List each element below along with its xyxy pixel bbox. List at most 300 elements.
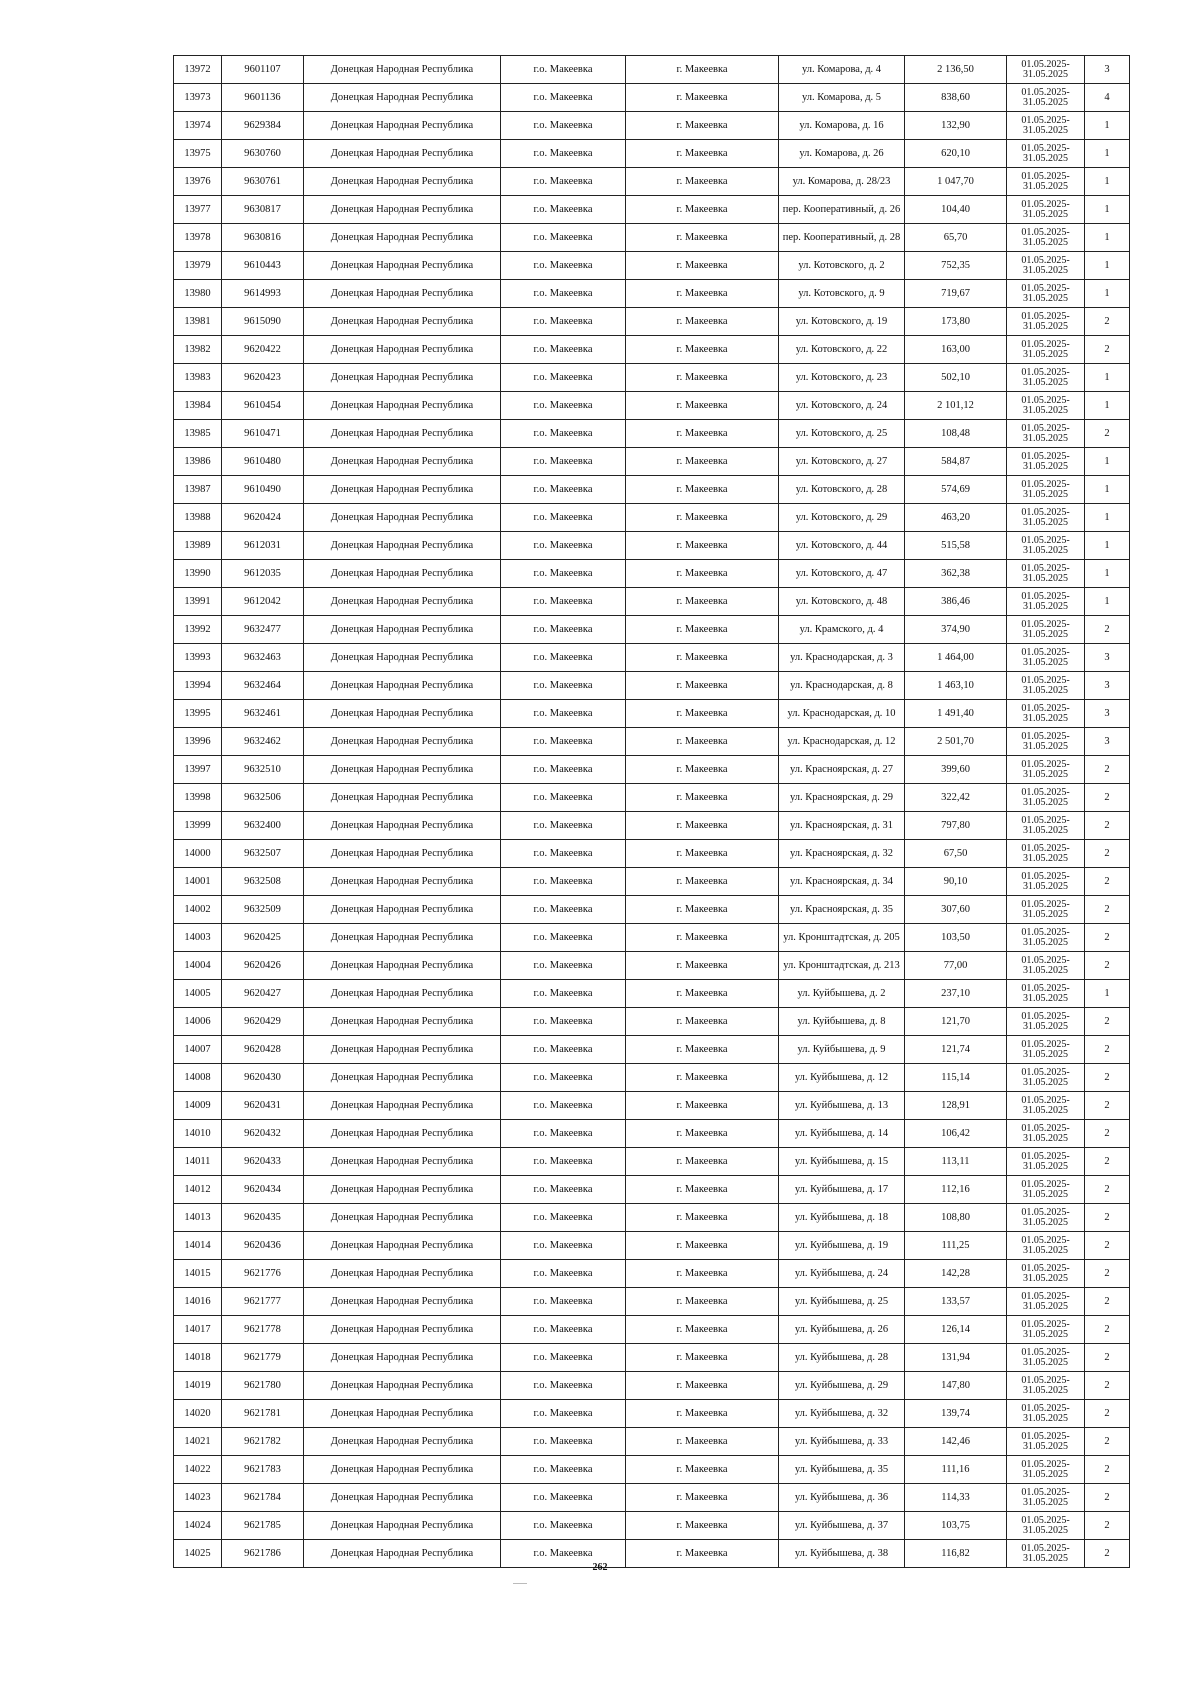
region-cell: Донецкая Народная Республика bbox=[304, 952, 501, 980]
account-id-cell: 9620435 bbox=[222, 1204, 304, 1232]
table-row bbox=[174, 1316, 1130, 1344]
city-cell: г. Макеевка bbox=[626, 1092, 779, 1120]
page-number: 262 bbox=[592, 1562, 608, 1573]
area-cell: 584,87 bbox=[905, 448, 1007, 476]
city-cell: г. Макеевка bbox=[626, 644, 779, 672]
account-id-cell: 9620428 bbox=[222, 1036, 304, 1064]
area-cell: 515,58 bbox=[905, 532, 1007, 560]
region-cell: Донецкая Народная Республика bbox=[304, 1260, 501, 1288]
table-row bbox=[174, 224, 1130, 252]
region-cell: Донецкая Народная Республика bbox=[304, 1400, 501, 1428]
account-id-cell: 9601107 bbox=[222, 56, 304, 84]
region-cell: Донецкая Народная Республика bbox=[304, 252, 501, 280]
city-cell: г. Макеевка bbox=[626, 336, 779, 364]
area-cell: 752,35 bbox=[905, 252, 1007, 280]
table-row bbox=[174, 308, 1130, 336]
account-id-cell: 9620436 bbox=[222, 1232, 304, 1260]
region-cell: Донецкая Народная Республика bbox=[304, 168, 501, 196]
area-cell: 838,60 bbox=[905, 84, 1007, 112]
period-cell: 01.05.2025-31.05.2025 bbox=[1007, 924, 1085, 952]
address-cell: ул. Куйбышева, д. 24 bbox=[779, 1260, 905, 1288]
area-cell: 237,10 bbox=[905, 980, 1007, 1008]
area-cell: 1 464,00 bbox=[905, 644, 1007, 672]
city-cell: г. Макеевка bbox=[626, 616, 779, 644]
count-cell: 4 bbox=[1085, 84, 1130, 112]
area-cell: 108,48 bbox=[905, 420, 1007, 448]
address-cell: ул. Куйбышева, д. 14 bbox=[779, 1120, 905, 1148]
count-cell: 1 bbox=[1085, 448, 1130, 476]
address-cell: ул. Красноярская, д. 35 bbox=[779, 896, 905, 924]
city-cell: г. Макеевка bbox=[626, 840, 779, 868]
city-cell: г. Макеевка bbox=[626, 924, 779, 952]
municipality-cell: г.о. Макеевка bbox=[501, 700, 626, 728]
address-cell: ул. Куйбышева, д. 37 bbox=[779, 1512, 905, 1540]
municipality-cell: г.о. Макеевка bbox=[501, 1428, 626, 1456]
city-cell: г. Макеевка bbox=[626, 1372, 779, 1400]
region-cell: Донецкая Народная Республика bbox=[304, 840, 501, 868]
account-id-cell: 9629384 bbox=[222, 112, 304, 140]
period-cell: 01.05.2025-31.05.2025 bbox=[1007, 1120, 1085, 1148]
row-number-cell: 14016 bbox=[174, 1288, 222, 1316]
count-cell: 1 bbox=[1085, 392, 1130, 420]
address-cell: ул. Куйбышева, д. 17 bbox=[779, 1176, 905, 1204]
city-cell: г. Макеевка bbox=[626, 560, 779, 588]
region-cell: Донецкая Народная Республика bbox=[304, 728, 501, 756]
city-cell: г. Макеевка bbox=[626, 392, 779, 420]
address-cell: ул. Котовского, д. 29 bbox=[779, 504, 905, 532]
account-id-cell: 9632477 bbox=[222, 616, 304, 644]
account-id-cell: 9612035 bbox=[222, 560, 304, 588]
row-number-cell: 13999 bbox=[174, 812, 222, 840]
municipality-cell: г.о. Макеевка bbox=[501, 224, 626, 252]
municipality-cell: г.о. Макеевка bbox=[501, 476, 626, 504]
municipality-cell: г.о. Макеевка bbox=[501, 616, 626, 644]
account-id-cell: 9632509 bbox=[222, 896, 304, 924]
period-cell: 01.05.2025-31.05.2025 bbox=[1007, 1204, 1085, 1232]
table-row bbox=[174, 1344, 1130, 1372]
municipality-cell: г.о. Макеевка bbox=[501, 308, 626, 336]
area-cell: 173,80 bbox=[905, 308, 1007, 336]
area-cell: 374,90 bbox=[905, 616, 1007, 644]
count-cell: 3 bbox=[1085, 700, 1130, 728]
address-cell: ул. Куйбышева, д. 13 bbox=[779, 1092, 905, 1120]
area-cell: 307,60 bbox=[905, 896, 1007, 924]
city-cell: г. Макеевка bbox=[626, 532, 779, 560]
municipality-cell: г.о. Макеевка bbox=[501, 756, 626, 784]
account-id-cell: 9620430 bbox=[222, 1064, 304, 1092]
region-cell: Донецкая Народная Республика bbox=[304, 336, 501, 364]
address-cell: ул. Красноярская, д. 29 bbox=[779, 784, 905, 812]
account-id-cell: 9630761 bbox=[222, 168, 304, 196]
table-row bbox=[174, 280, 1130, 308]
municipality-cell: г.о. Макеевка bbox=[501, 56, 626, 84]
registry-table bbox=[173, 55, 1130, 1568]
account-id-cell: 9612042 bbox=[222, 588, 304, 616]
row-number-cell: 13979 bbox=[174, 252, 222, 280]
region-cell: Донецкая Народная Республика bbox=[304, 812, 501, 840]
period-cell: 01.05.2025-31.05.2025 bbox=[1007, 1512, 1085, 1540]
period-cell: 01.05.2025-31.05.2025 bbox=[1007, 196, 1085, 224]
period-cell: 01.05.2025-31.05.2025 bbox=[1007, 952, 1085, 980]
region-cell: Донецкая Народная Республика bbox=[304, 364, 501, 392]
table-row bbox=[174, 1120, 1130, 1148]
count-cell: 2 bbox=[1085, 1372, 1130, 1400]
area-cell: 399,60 bbox=[905, 756, 1007, 784]
municipality-cell: г.о. Макеевка bbox=[501, 868, 626, 896]
municipality-cell: г.о. Макеевка bbox=[501, 644, 626, 672]
area-cell: 574,69 bbox=[905, 476, 1007, 504]
period-cell: 01.05.2025-31.05.2025 bbox=[1007, 1260, 1085, 1288]
area-cell: 142,28 bbox=[905, 1260, 1007, 1288]
region-cell: Донецкая Народная Республика bbox=[304, 504, 501, 532]
account-id-cell: 9612031 bbox=[222, 532, 304, 560]
period-cell: 01.05.2025-31.05.2025 bbox=[1007, 896, 1085, 924]
region-cell: Донецкая Народная Республика bbox=[304, 532, 501, 560]
period-cell: 01.05.2025-31.05.2025 bbox=[1007, 1400, 1085, 1428]
period-cell: 01.05.2025-31.05.2025 bbox=[1007, 616, 1085, 644]
address-cell: ул. Куйбышева, д. 29 bbox=[779, 1372, 905, 1400]
area-cell: 142,46 bbox=[905, 1428, 1007, 1456]
row-number-cell: 14021 bbox=[174, 1428, 222, 1456]
city-cell: г. Макеевка bbox=[626, 168, 779, 196]
municipality-cell: г.о. Макеевка bbox=[501, 84, 626, 112]
region-cell: Донецкая Народная Республика bbox=[304, 56, 501, 84]
municipality-cell: г.о. Макеевка bbox=[501, 1008, 626, 1036]
account-id-cell: 9620427 bbox=[222, 980, 304, 1008]
row-number-cell: 13998 bbox=[174, 784, 222, 812]
count-cell: 2 bbox=[1085, 1540, 1130, 1568]
city-cell: г. Макеевка bbox=[626, 868, 779, 896]
address-cell: ул. Куйбышева, д. 2 bbox=[779, 980, 905, 1008]
municipality-cell: г.о. Макеевка bbox=[501, 812, 626, 840]
city-cell: г. Макеевка bbox=[626, 1008, 779, 1036]
count-cell: 1 bbox=[1085, 532, 1130, 560]
row-number-cell: 14015 bbox=[174, 1260, 222, 1288]
municipality-cell: г.о. Макеевка bbox=[501, 1232, 626, 1260]
table-row bbox=[174, 364, 1130, 392]
account-id-cell: 9614993 bbox=[222, 280, 304, 308]
city-cell: г. Макеевка bbox=[626, 140, 779, 168]
account-id-cell: 9632508 bbox=[222, 868, 304, 896]
account-id-cell: 9632461 bbox=[222, 700, 304, 728]
count-cell: 2 bbox=[1085, 1484, 1130, 1512]
count-cell: 2 bbox=[1085, 868, 1130, 896]
city-cell: г. Макеевка bbox=[626, 112, 779, 140]
period-cell: 01.05.2025-31.05.2025 bbox=[1007, 1232, 1085, 1260]
count-cell: 2 bbox=[1085, 756, 1130, 784]
table-row bbox=[174, 448, 1130, 476]
address-cell: ул. Котовского, д. 24 bbox=[779, 392, 905, 420]
city-cell: г. Макеевка bbox=[626, 84, 779, 112]
table-row bbox=[174, 1428, 1130, 1456]
city-cell: г. Макеевка bbox=[626, 420, 779, 448]
table-row bbox=[174, 392, 1130, 420]
area-cell: 322,42 bbox=[905, 784, 1007, 812]
municipality-cell: г.о. Макеевка bbox=[501, 196, 626, 224]
count-cell: 1 bbox=[1085, 112, 1130, 140]
count-cell: 2 bbox=[1085, 1288, 1130, 1316]
period-cell: 01.05.2025-31.05.2025 bbox=[1007, 1316, 1085, 1344]
region-cell: Донецкая Народная Республика bbox=[304, 1120, 501, 1148]
account-id-cell: 9610490 bbox=[222, 476, 304, 504]
region-cell: Донецкая Народная Республика bbox=[304, 448, 501, 476]
area-cell: 2 501,70 bbox=[905, 728, 1007, 756]
address-cell: ул. Кронштадтская, д. 205 bbox=[779, 924, 905, 952]
city-cell: г. Макеевка bbox=[626, 1120, 779, 1148]
count-cell: 2 bbox=[1085, 1064, 1130, 1092]
account-id-cell: 9620425 bbox=[222, 924, 304, 952]
city-cell: г. Макеевка bbox=[626, 308, 779, 336]
account-id-cell: 9620431 bbox=[222, 1092, 304, 1120]
municipality-cell: г.о. Макеевка bbox=[501, 392, 626, 420]
period-cell: 01.05.2025-31.05.2025 bbox=[1007, 1036, 1085, 1064]
row-number-cell: 13980 bbox=[174, 280, 222, 308]
count-cell: 3 bbox=[1085, 672, 1130, 700]
row-number-cell: 13981 bbox=[174, 308, 222, 336]
account-id-cell: 9621782 bbox=[222, 1428, 304, 1456]
count-cell: 3 bbox=[1085, 728, 1130, 756]
period-cell: 01.05.2025-31.05.2025 bbox=[1007, 1372, 1085, 1400]
row-number-cell: 14003 bbox=[174, 924, 222, 952]
account-id-cell: 9601136 bbox=[222, 84, 304, 112]
municipality-cell: г.о. Макеевка bbox=[501, 1120, 626, 1148]
address-cell: ул. Красноярская, д. 32 bbox=[779, 840, 905, 868]
row-number-cell: 13972 bbox=[174, 56, 222, 84]
address-cell: ул. Котовского, д. 44 bbox=[779, 532, 905, 560]
municipality-cell: г.о. Макеевка bbox=[501, 1092, 626, 1120]
table-row bbox=[174, 896, 1130, 924]
row-number-cell: 14000 bbox=[174, 840, 222, 868]
account-id-cell: 9620433 bbox=[222, 1148, 304, 1176]
municipality-cell: г.о. Макеевка bbox=[501, 140, 626, 168]
count-cell: 1 bbox=[1085, 196, 1130, 224]
city-cell: г. Макеевка bbox=[626, 1148, 779, 1176]
row-number-cell: 14009 bbox=[174, 1092, 222, 1120]
region-cell: Донецкая Народная Республика bbox=[304, 924, 501, 952]
city-cell: г. Макеевка bbox=[626, 1036, 779, 1064]
table-row bbox=[174, 112, 1130, 140]
region-cell: Донецкая Народная Республика bbox=[304, 644, 501, 672]
area-cell: 104,40 bbox=[905, 196, 1007, 224]
region-cell: Донецкая Народная Республика bbox=[304, 980, 501, 1008]
address-cell: пер. Кооперативный, д. 28 bbox=[779, 224, 905, 252]
period-cell: 01.05.2025-31.05.2025 bbox=[1007, 1008, 1085, 1036]
city-cell: г. Макеевка bbox=[626, 1176, 779, 1204]
row-number-cell: 14024 bbox=[174, 1512, 222, 1540]
city-cell: г. Макеевка bbox=[626, 56, 779, 84]
count-cell: 2 bbox=[1085, 1428, 1130, 1456]
area-cell: 90,10 bbox=[905, 868, 1007, 896]
municipality-cell: г.о. Макеевка bbox=[501, 980, 626, 1008]
area-cell: 103,75 bbox=[905, 1512, 1007, 1540]
count-cell: 2 bbox=[1085, 308, 1130, 336]
city-cell: г. Макеевка bbox=[626, 952, 779, 980]
count-cell: 2 bbox=[1085, 840, 1130, 868]
row-number-cell: 13991 bbox=[174, 588, 222, 616]
row-number-cell: 13987 bbox=[174, 476, 222, 504]
row-number-cell: 14004 bbox=[174, 952, 222, 980]
address-cell: ул. Котовского, д. 25 bbox=[779, 420, 905, 448]
area-cell: 147,80 bbox=[905, 1372, 1007, 1400]
count-cell: 3 bbox=[1085, 644, 1130, 672]
count-cell: 1 bbox=[1085, 140, 1130, 168]
city-cell: г. Макеевка bbox=[626, 1540, 779, 1568]
city-cell: г. Макеевка bbox=[626, 728, 779, 756]
address-cell: ул. Красноярская, д. 27 bbox=[779, 756, 905, 784]
count-cell: 2 bbox=[1085, 924, 1130, 952]
address-cell: ул. Куйбышева, д. 19 bbox=[779, 1232, 905, 1260]
city-cell: г. Макеевка bbox=[626, 1456, 779, 1484]
period-cell: 01.05.2025-31.05.2025 bbox=[1007, 420, 1085, 448]
account-id-cell: 9620429 bbox=[222, 1008, 304, 1036]
table-row bbox=[174, 728, 1130, 756]
area-cell: 2 101,12 bbox=[905, 392, 1007, 420]
city-cell: г. Макеевка bbox=[626, 476, 779, 504]
period-cell: 01.05.2025-31.05.2025 bbox=[1007, 392, 1085, 420]
area-cell: 121,74 bbox=[905, 1036, 1007, 1064]
table-row bbox=[174, 560, 1130, 588]
municipality-cell: г.о. Макеевка bbox=[501, 896, 626, 924]
municipality-cell: г.о. Макеевка bbox=[501, 1204, 626, 1232]
area-cell: 139,74 bbox=[905, 1400, 1007, 1428]
table-row bbox=[174, 1008, 1130, 1036]
region-cell: Донецкая Народная Республика bbox=[304, 1288, 501, 1316]
table-row bbox=[174, 168, 1130, 196]
row-number-cell: 14025 bbox=[174, 1540, 222, 1568]
count-cell: 1 bbox=[1085, 504, 1130, 532]
address-cell: ул. Комарова, д. 28/23 bbox=[779, 168, 905, 196]
municipality-cell: г.о. Макеевка bbox=[501, 1064, 626, 1092]
address-cell: ул. Кронштадтская, д. 213 bbox=[779, 952, 905, 980]
table-row bbox=[174, 588, 1130, 616]
row-number-cell: 14001 bbox=[174, 868, 222, 896]
address-cell: ул. Куйбышева, д. 12 bbox=[779, 1064, 905, 1092]
row-number-cell: 13976 bbox=[174, 168, 222, 196]
region-cell: Донецкая Народная Республика bbox=[304, 140, 501, 168]
table-row bbox=[174, 700, 1130, 728]
table-row bbox=[174, 1512, 1130, 1540]
account-id-cell: 9632400 bbox=[222, 812, 304, 840]
table-row bbox=[174, 1260, 1130, 1288]
region-cell: Донецкая Народная Республика bbox=[304, 224, 501, 252]
period-cell: 01.05.2025-31.05.2025 bbox=[1007, 700, 1085, 728]
count-cell: 2 bbox=[1085, 1204, 1130, 1232]
address-cell: ул. Котовского, д. 27 bbox=[779, 448, 905, 476]
count-cell: 2 bbox=[1085, 1092, 1130, 1120]
area-cell: 1 491,40 bbox=[905, 700, 1007, 728]
account-id-cell: 9632462 bbox=[222, 728, 304, 756]
count-cell: 2 bbox=[1085, 952, 1130, 980]
municipality-cell: г.о. Макеевка bbox=[501, 672, 626, 700]
area-cell: 132,90 bbox=[905, 112, 1007, 140]
row-number-cell: 13984 bbox=[174, 392, 222, 420]
city-cell: г. Макеевка bbox=[626, 1428, 779, 1456]
registry-rows bbox=[174, 56, 1130, 1568]
period-cell: 01.05.2025-31.05.2025 bbox=[1007, 1288, 1085, 1316]
table-row bbox=[174, 924, 1130, 952]
scan-artifact bbox=[513, 1583, 527, 1584]
count-cell: 2 bbox=[1085, 812, 1130, 840]
account-id-cell: 9610454 bbox=[222, 392, 304, 420]
account-id-cell: 9621785 bbox=[222, 1512, 304, 1540]
period-cell: 01.05.2025-31.05.2025 bbox=[1007, 168, 1085, 196]
area-cell: 133,57 bbox=[905, 1288, 1007, 1316]
count-cell: 1 bbox=[1085, 168, 1130, 196]
count-cell: 2 bbox=[1085, 1344, 1130, 1372]
account-id-cell: 9621784 bbox=[222, 1484, 304, 1512]
account-id-cell: 9630817 bbox=[222, 196, 304, 224]
period-cell: 01.05.2025-31.05.2025 bbox=[1007, 56, 1085, 84]
table-row bbox=[174, 1288, 1130, 1316]
count-cell: 2 bbox=[1085, 1008, 1130, 1036]
area-cell: 111,16 bbox=[905, 1456, 1007, 1484]
row-number-cell: 14006 bbox=[174, 1008, 222, 1036]
municipality-cell: г.о. Макеевка bbox=[501, 1260, 626, 1288]
city-cell: г. Макеевка bbox=[626, 252, 779, 280]
row-number-cell: 13985 bbox=[174, 420, 222, 448]
account-id-cell: 9621777 bbox=[222, 1288, 304, 1316]
count-cell: 2 bbox=[1085, 1316, 1130, 1344]
municipality-cell: г.о. Макеевка bbox=[501, 728, 626, 756]
period-cell: 01.05.2025-31.05.2025 bbox=[1007, 1092, 1085, 1120]
region-cell: Донецкая Народная Республика bbox=[304, 616, 501, 644]
row-number-cell: 13995 bbox=[174, 700, 222, 728]
row-number-cell: 13992 bbox=[174, 616, 222, 644]
account-id-cell: 9610471 bbox=[222, 420, 304, 448]
period-cell: 01.05.2025-31.05.2025 bbox=[1007, 252, 1085, 280]
table-row bbox=[174, 1036, 1130, 1064]
account-id-cell: 9621776 bbox=[222, 1260, 304, 1288]
row-number-cell: 14012 bbox=[174, 1176, 222, 1204]
municipality-cell: г.о. Макеевка bbox=[501, 364, 626, 392]
account-id-cell: 9620426 bbox=[222, 952, 304, 980]
city-cell: г. Макеевка bbox=[626, 364, 779, 392]
region-cell: Донецкая Народная Республика bbox=[304, 1316, 501, 1344]
municipality-cell: г.о. Макеевка bbox=[501, 784, 626, 812]
account-id-cell: 9620424 bbox=[222, 504, 304, 532]
table-row bbox=[174, 532, 1130, 560]
address-cell: ул. Котовского, д. 48 bbox=[779, 588, 905, 616]
row-number-cell: 14008 bbox=[174, 1064, 222, 1092]
row-number-cell: 13977 bbox=[174, 196, 222, 224]
municipality-cell: г.о. Макеевка bbox=[501, 420, 626, 448]
municipality-cell: г.о. Макеевка bbox=[501, 252, 626, 280]
municipality-cell: г.о. Макеевка bbox=[501, 336, 626, 364]
row-number-cell: 13989 bbox=[174, 532, 222, 560]
city-cell: г. Макеевка bbox=[626, 1484, 779, 1512]
row-number-cell: 14013 bbox=[174, 1204, 222, 1232]
address-cell: ул. Куйбышева, д. 8 bbox=[779, 1008, 905, 1036]
area-cell: 163,00 bbox=[905, 336, 1007, 364]
account-id-cell: 9621779 bbox=[222, 1344, 304, 1372]
city-cell: г. Макеевка bbox=[626, 672, 779, 700]
city-cell: г. Макеевка bbox=[626, 196, 779, 224]
address-cell: ул. Красноярская, д. 31 bbox=[779, 812, 905, 840]
region-cell: Донецкая Народная Республика bbox=[304, 420, 501, 448]
account-id-cell: 9621786 bbox=[222, 1540, 304, 1568]
area-cell: 111,25 bbox=[905, 1232, 1007, 1260]
row-number-cell: 13982 bbox=[174, 336, 222, 364]
row-number-cell: 13986 bbox=[174, 448, 222, 476]
city-cell: г. Макеевка bbox=[626, 980, 779, 1008]
area-cell: 114,33 bbox=[905, 1484, 1007, 1512]
table-row bbox=[174, 616, 1130, 644]
region-cell: Донецкая Народная Республика bbox=[304, 476, 501, 504]
table-row bbox=[174, 476, 1130, 504]
region-cell: Донецкая Народная Республика bbox=[304, 308, 501, 336]
table-row bbox=[174, 868, 1130, 896]
table-row bbox=[174, 840, 1130, 868]
